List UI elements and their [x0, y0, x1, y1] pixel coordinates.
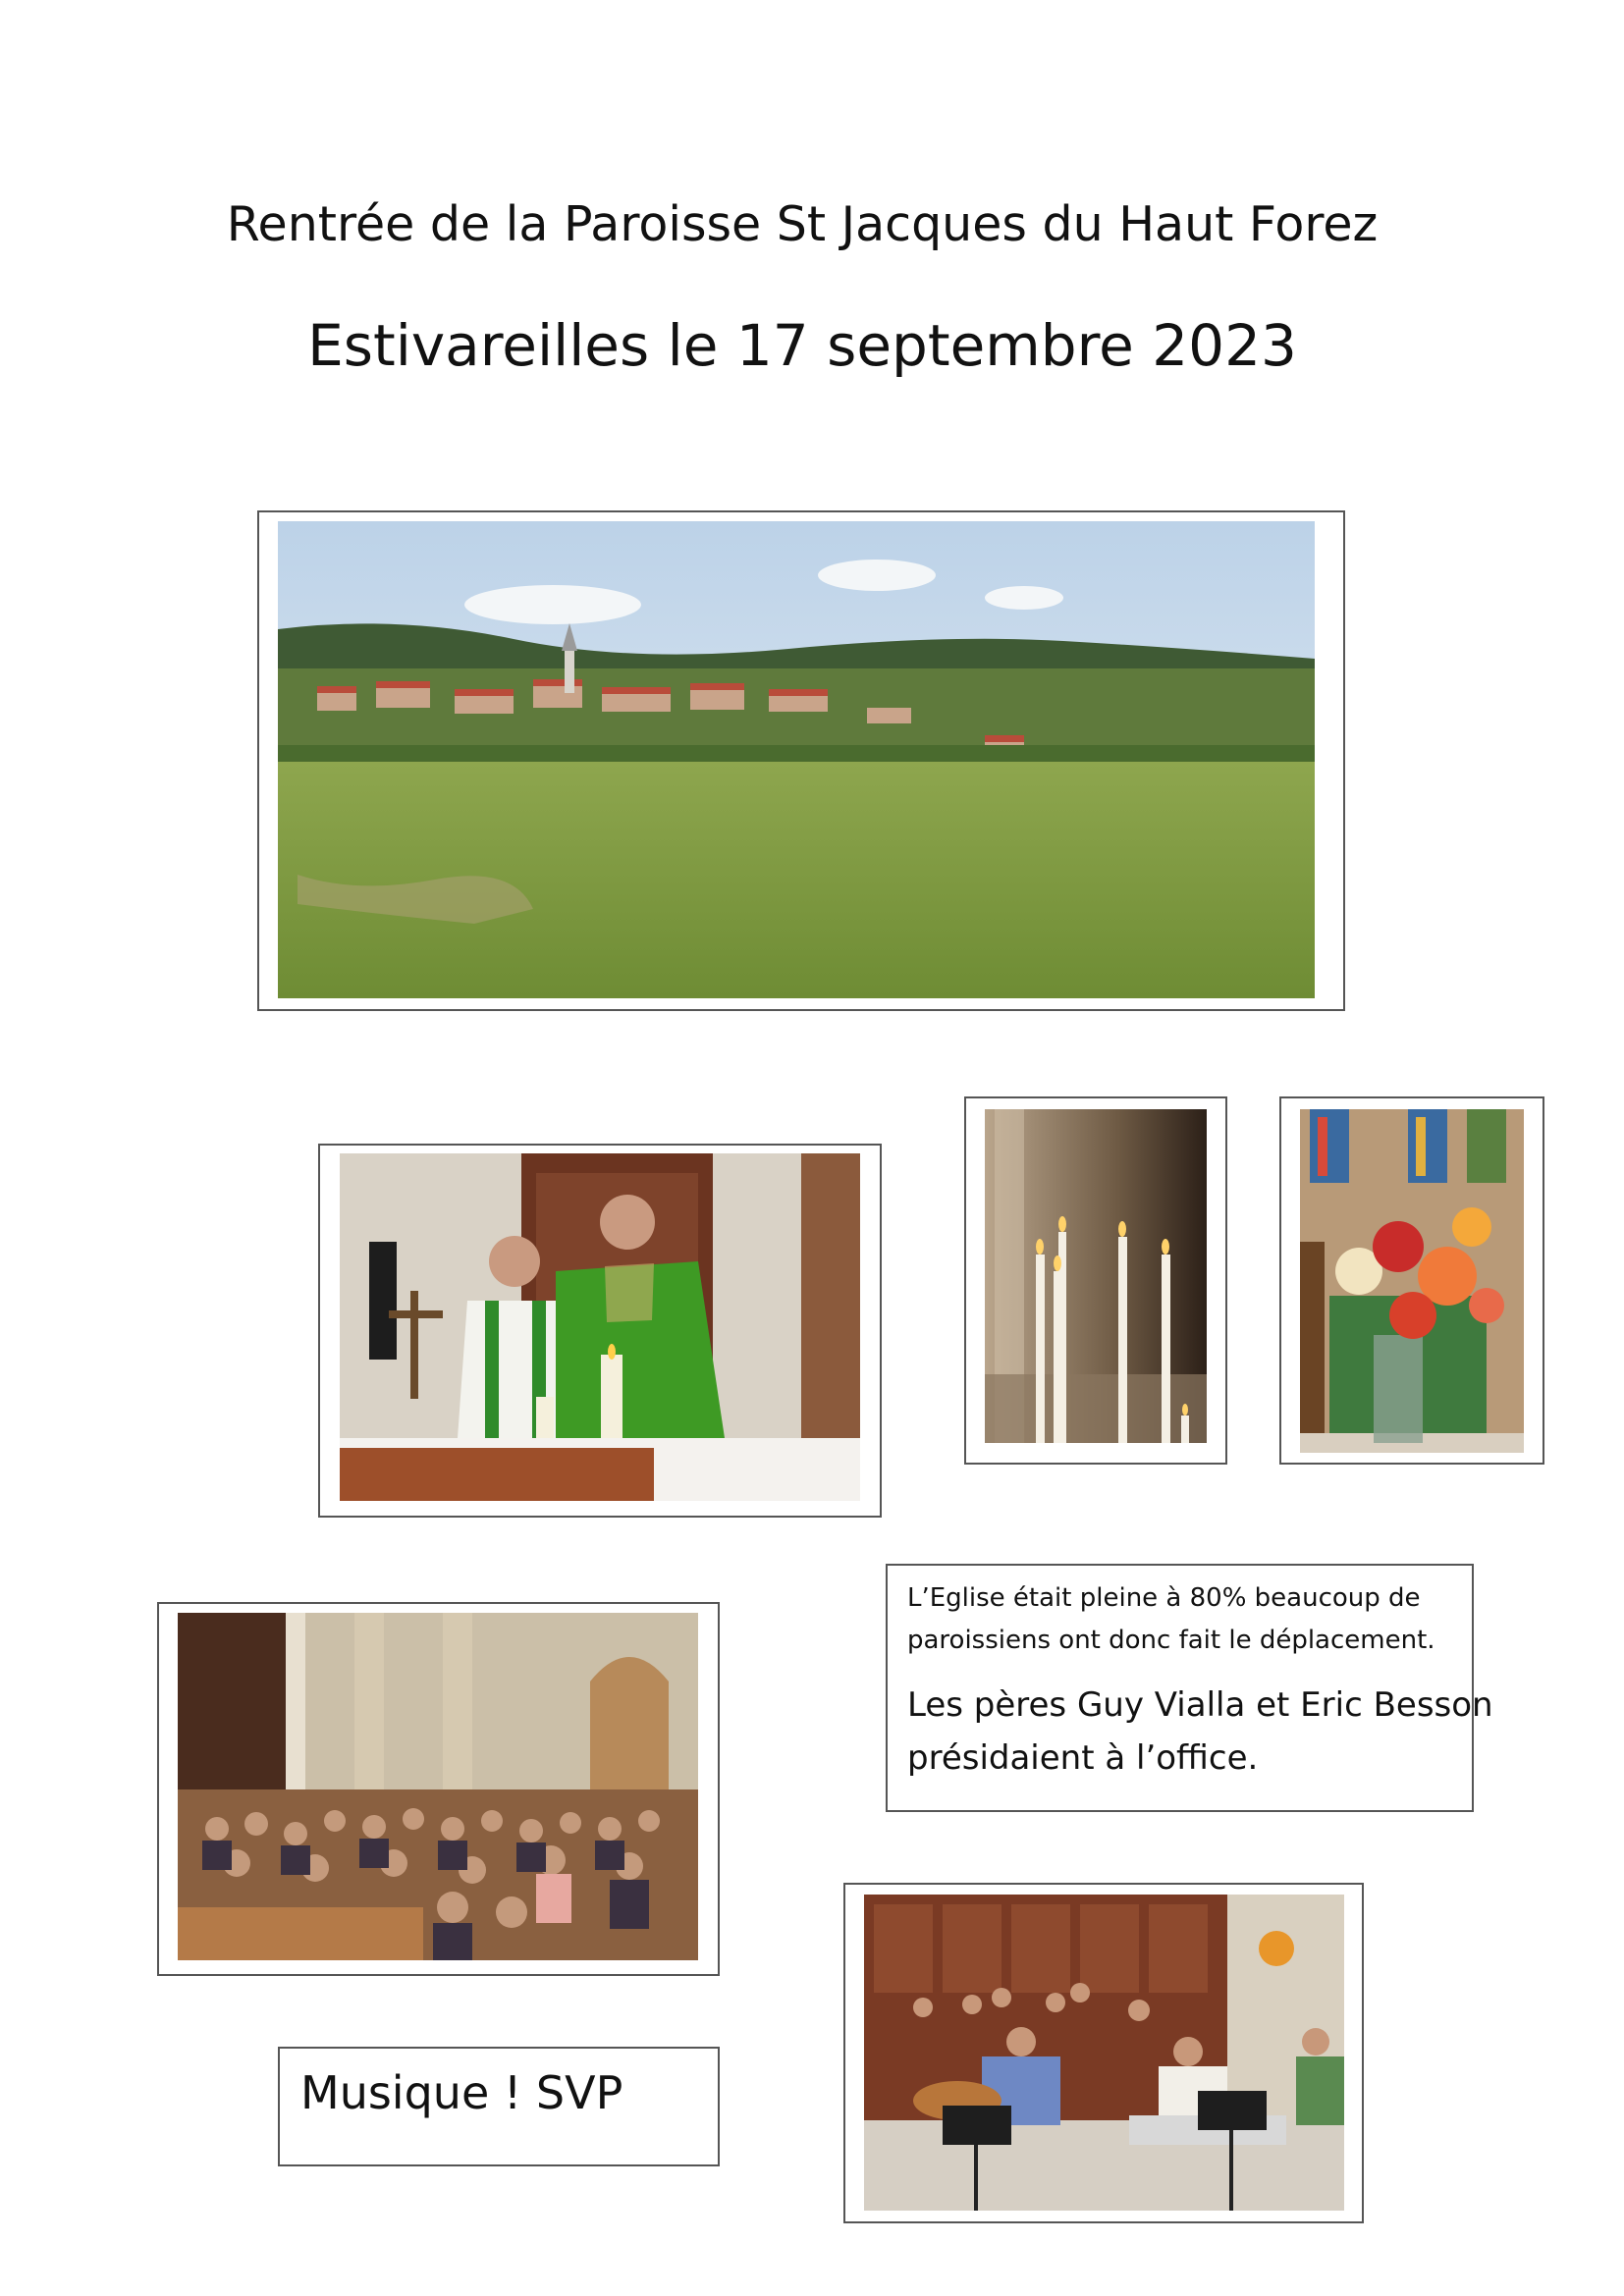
congregation-photo	[178, 1613, 698, 1960]
music-label: Musique ! SVP	[300, 2066, 623, 2119]
caption-line-1: L’Eglise était pleine à 80% beaucoup de	[907, 1583, 1421, 1613]
caption-box	[886, 1564, 1493, 1812]
landscape-photo	[278, 521, 1315, 998]
candles-photo	[985, 1109, 1207, 1443]
music-box	[278, 2047, 720, 2166]
flowers-photo	[1300, 1109, 1524, 1453]
caption-line-2: paroissiens ont donc fait le déplacement.	[907, 1626, 1435, 1655]
musicians-photo	[864, 1895, 1344, 2211]
caption-line-4: présidaient à l’office.	[907, 1738, 1259, 1778]
page-subtitle: Estivareilles le 17 septembre 2023	[307, 312, 1297, 379]
priests-photo	[340, 1153, 860, 1501]
page-title: Rentrée de la Paroisse St Jacques du Haut Forez	[226, 196, 1379, 252]
caption-line-3: Les pères Guy Vialla et Eric Besson	[907, 1685, 1493, 1725]
